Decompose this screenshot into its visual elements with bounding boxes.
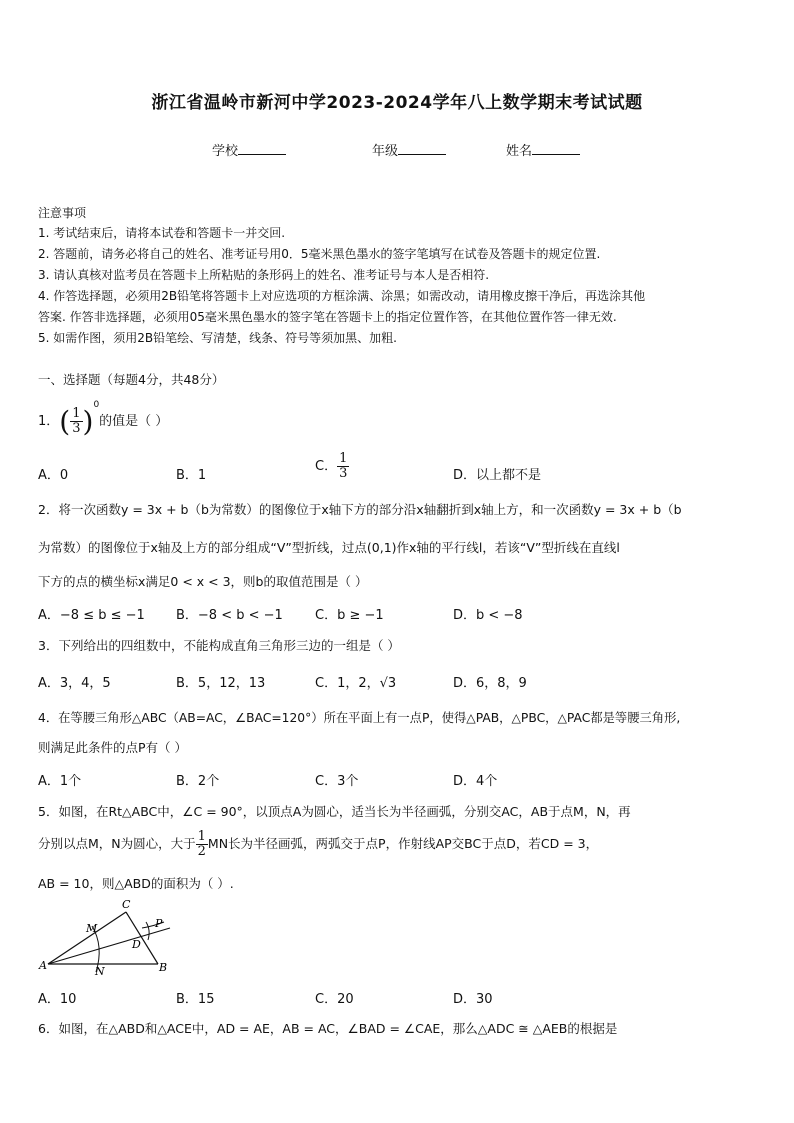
q5-triangle-figure xyxy=(38,898,178,978)
q4-option-b: B．2个 xyxy=(176,774,220,789)
segment-cb xyxy=(126,912,158,964)
segment-ac xyxy=(48,912,126,964)
q5-frac-den: 2 xyxy=(197,844,206,859)
label-b: B xyxy=(159,961,168,974)
q1-option-c xyxy=(315,452,349,481)
school-label: 学校 xyxy=(212,144,239,159)
q3-option-a: A．3，4，5 xyxy=(38,676,111,691)
right-paren: ) xyxy=(82,405,94,438)
question-1 xyxy=(38,400,168,438)
note-item: 3. 请认真核对监考员在答题卡上所粘贴的条形码上的姓名、准考证号与本人是否相符. xyxy=(38,268,490,282)
arc-p-1 xyxy=(146,922,149,940)
q1-frac-den: 3 xyxy=(72,421,81,436)
grade-label: 年级 xyxy=(372,144,399,159)
section-heading: 一、选择题（每题4分，共48分） xyxy=(38,372,225,387)
q2-line-2: 为常数）的图像位于x轴及上方的部分组成“V”型折线，过点(0,1)作x轴的平行线l，若该“V”型折线在直线l xyxy=(38,540,620,555)
q1-option-b: B．1 xyxy=(176,468,207,483)
q3-option-d: D．6，8，9 xyxy=(453,676,527,691)
q5-option-b: B．15 xyxy=(176,992,215,1007)
q1-fraction xyxy=(70,407,82,436)
label-a: A xyxy=(39,959,47,972)
q4-line-2: 则满足此条件的点P有（ ） xyxy=(38,740,188,755)
q1-option-a: A．0 xyxy=(38,468,69,483)
q2-option-c: C．b ≥ −1 xyxy=(315,608,384,623)
q5-line-2a: 分别以点M，N为圆心，大于 xyxy=(38,836,196,851)
q1-stem: 的值是（ ） xyxy=(99,414,169,429)
q1-option-c-label: C． xyxy=(315,459,338,474)
label-p: P xyxy=(155,917,163,930)
q5-line-2b: MN长为半径画弧，两弧交于点P，作射线AP交BC于点D，若CD = 3， xyxy=(207,836,599,851)
q5-line-1: 5．如图，在Rt△ABC中，∠C = 90°，以顶点A为圆心，适当长为半径画弧，分别交AC，AB于点M，N，再 xyxy=(38,804,631,819)
q2-option-b: B．−8 < b < −1 xyxy=(176,608,283,623)
q5-frac-num: 1 xyxy=(197,829,206,844)
q1-option-d: D．以上都不是 xyxy=(453,468,542,483)
school-blank xyxy=(238,142,286,155)
school-field xyxy=(212,140,286,159)
q4-line-1: 4．在等腰三角形△ABC（AB=AC，∠BAC=120°）所在平面上有一点P，使得△PAB，△PBC，△PAC都是等腰三角形, xyxy=(38,711,681,725)
q3-option-c: C．1，2，√3 xyxy=(315,676,397,691)
note-item: 5. 如需作图，须用2B铅笔绘、写清楚，线条、符号等须加黑、加粗. xyxy=(38,331,397,345)
q1-option-c-fraction xyxy=(337,452,349,481)
q1-c-num: 1 xyxy=(339,451,348,466)
q3-option-b: B．5，12，13 xyxy=(176,676,266,691)
notes-heading: 注意事项 xyxy=(38,206,87,220)
note-item: 1. 考试结束后，请将本试卷和答题卡一并交回. xyxy=(38,226,286,240)
q2-line-3: 下方的点的横坐标x满足0 < x < 3，则b的取值范围是（ ） xyxy=(38,574,368,589)
q1-exponent: 0 xyxy=(93,400,100,410)
grade-blank xyxy=(398,142,446,155)
label-m: M xyxy=(86,922,98,935)
note-item: 2. 答题前，请务必将自己的姓名、准考证号用0．5毫米黑色墨水的签字笔填写在试卷及答题卡的规定位置. xyxy=(38,247,601,261)
q2-line-1: 2．将一次函数y = 3x + b（b为常数）的图像位于x轴下方的部分沿x轴翻折到x轴上方，和一次函数y = 3x + b（b xyxy=(38,502,682,517)
q4-option-d: D．4个 xyxy=(453,774,498,789)
label-c: C xyxy=(122,898,131,911)
q4-option-c: C．3个 xyxy=(315,774,359,789)
q3-stem: 3．下列给出的四组数中，不能构成直角三角形三边的一组是（ ） xyxy=(38,638,400,653)
q5-line-2 xyxy=(38,830,598,859)
q5-line-3: AB = 10，则△ABD的面积为（ ）. xyxy=(38,876,234,891)
q1-number: 1． xyxy=(38,414,60,429)
q5-fraction xyxy=(196,830,208,859)
q1-c-den: 3 xyxy=(339,466,348,481)
q1-frac-num: 1 xyxy=(72,406,81,421)
label-d: D xyxy=(132,938,141,951)
q2-option-d: D．b < −8 xyxy=(453,608,523,623)
page-title: 浙江省温岭市新河中学2023-2024学年八上数学期末考试试题 xyxy=(151,93,643,113)
left-paren: ( xyxy=(59,405,71,438)
ray-ap xyxy=(48,928,170,964)
q2-option-a: A．−8 ≤ b ≤ −1 xyxy=(38,608,145,623)
q5-option-a: A．10 xyxy=(38,992,77,1007)
name-field xyxy=(506,140,580,159)
label-n: N xyxy=(95,965,105,978)
note-item: 答案. 作答非选择题，必须用05毫米黑色墨水的签字笔在答题卡上的指定位置作答，在其他位置作答一律无效. xyxy=(38,310,617,324)
name-label: 姓名 xyxy=(506,144,533,159)
q5-option-d: D．30 xyxy=(453,992,493,1007)
note-item: 4. 作答选择题，必须用2B铅笔将答题卡上对应选项的方框涂满、涂黑；如需改动，请用橡皮擦干净后，再选涂其他 xyxy=(38,289,646,303)
grade-field xyxy=(372,140,446,159)
q6-line-1: 6．如图，在△ABD和△ACE中，AD = AE，AB = AC，∠BAD = ∠CAE，那么△ADC ≅ △AEB的根据是 xyxy=(38,1021,618,1036)
q5-option-c: C．20 xyxy=(315,992,354,1007)
q4-option-a: A．1个 xyxy=(38,774,82,789)
name-blank xyxy=(532,142,580,155)
